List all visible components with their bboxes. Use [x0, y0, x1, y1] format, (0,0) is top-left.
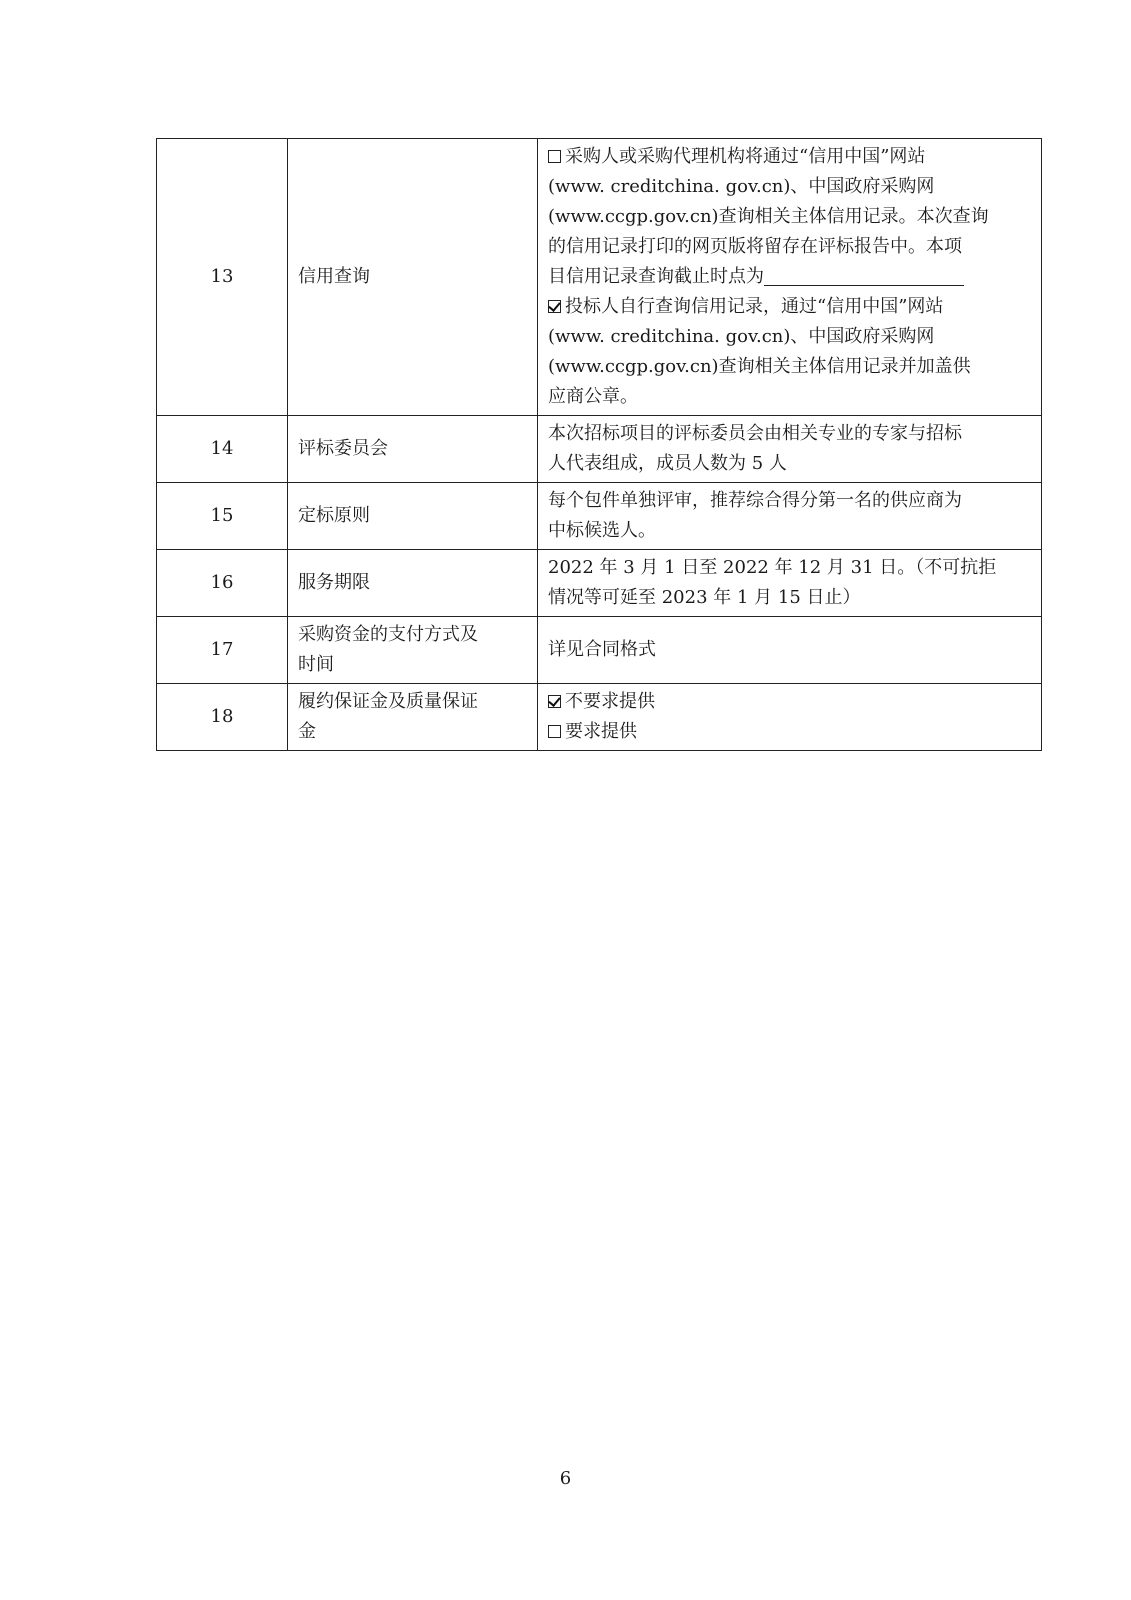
- row-item: 服务期限: [288, 550, 538, 617]
- row-item: 信用查询: [288, 139, 538, 416]
- option-line: 不要求提供: [548, 687, 1031, 717]
- table-row: [157, 617, 1042, 684]
- row-content: 2022 年 3 月 1 日至 2022 年 12 月 31 日。（不可抗拒 情况等可延至 2023 年 1 月 15 日止）: [538, 550, 1042, 617]
- table-row: [157, 684, 1042, 751]
- checked-checkbox-icon: [548, 695, 561, 708]
- info-table: [156, 138, 1042, 751]
- row-content: 本次招标项目的评标委员会由相关专业的专家与招标 人代表组成，成员人数为 5 人: [538, 416, 1042, 483]
- row-item: 履约保证金及质量保证 金: [288, 684, 538, 751]
- fill-in-blank: [764, 265, 964, 286]
- option-line: 要求提供: [548, 717, 1031, 747]
- row-number: 18: [157, 684, 288, 751]
- row-number: 17: [157, 617, 288, 684]
- row-item: 采购资金的支付方式及 时间: [288, 617, 538, 684]
- row-number: 16: [157, 550, 288, 617]
- row-item: 评标委员会: [288, 416, 538, 483]
- unchecked-checkbox-icon: [548, 150, 561, 163]
- table-row: [157, 416, 1042, 483]
- row-content: [538, 684, 1042, 751]
- option-line: 采购人或采购代理机构将通过“信用中国”网站: [548, 142, 1031, 172]
- table-row: [157, 550, 1042, 617]
- row-content: 详见合同格式: [538, 617, 1042, 684]
- row-item: 定标原则: [288, 483, 538, 550]
- row-content: 每个包件单独评审，推荐综合得分第一名的供应商为 中标候选人。: [538, 483, 1042, 550]
- row-content: 采购人或采购代理机构将通过“信用中国”网站 (www. creditchina. gov.cn)、中国政府采购网 (www.ccgp.gov.cn)查询相关主体信用记录。本次查询 的信用记录打印的网页版将留存在评标报告中。本项 目信用记录查询截止时点为 投标人自行查询信用记录，通过“信用中国”网站 (www. creditchina. gov.cn)、中国政府采购网 (www.ccgp.gov.cn)查询相关主体信用记录并加盖供 应商公章。: [538, 139, 1042, 416]
- row-number: 15: [157, 483, 288, 550]
- unchecked-checkbox-icon: [548, 725, 561, 738]
- row-number: 13: [157, 139, 288, 416]
- option-line: 投标人自行查询信用记录，通过“信用中国”网站: [548, 292, 1031, 322]
- table-row: [157, 139, 1042, 416]
- option-line: 目信用记录查询截止时点为: [548, 262, 1031, 292]
- row-number: 14: [157, 416, 288, 483]
- table-row: [157, 483, 1042, 550]
- page-number: 6: [559, 1468, 572, 1489]
- checked-checkbox-icon: [548, 300, 561, 313]
